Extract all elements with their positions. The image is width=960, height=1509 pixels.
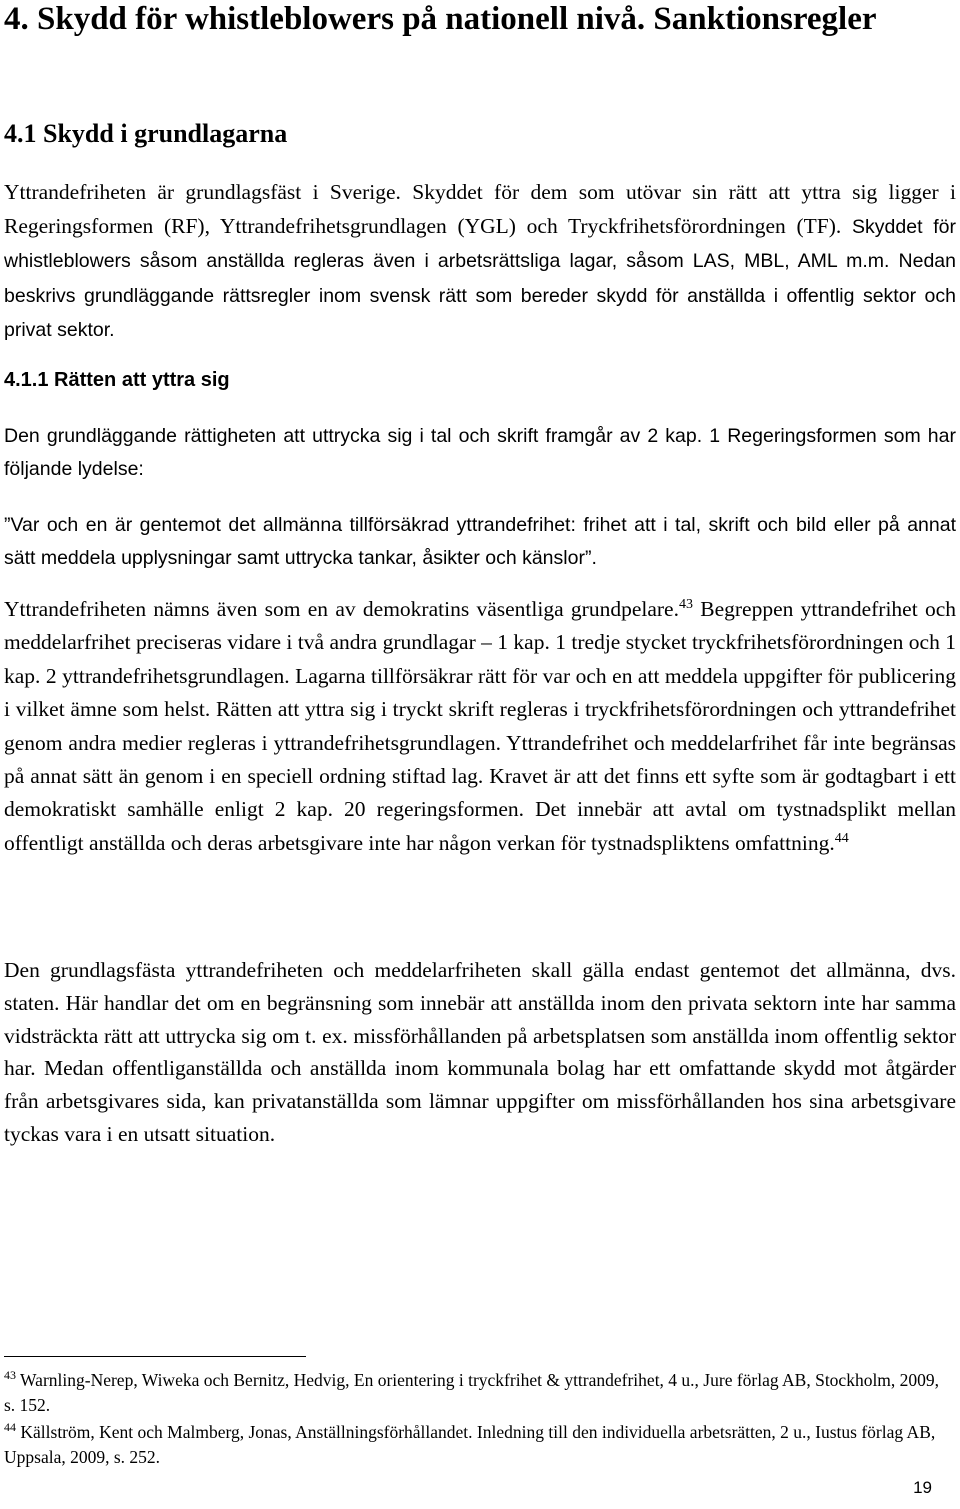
footnote-number-43: 43 [4, 1368, 16, 1382]
paragraph-freedom-part-a: Yttrandefriheten nämns även som en av demokratins väsentliga grundpelare. [4, 597, 679, 621]
paragraph-freedom-part-b: Begreppen yttrandefrihet och meddelarfrihet preciseras vidare i två andra grundlagar – 1 kap. 1 tredje stycket tryckfrihetsförordningen och 1 kap. 2 yttrandefrihetsgrundlagen. Lagarna tillförsäkrar rätt för var och en att meddela uppgifter för publicering i vilket ämne som helst. Rätten att yttra sig i tryckt skrift regleras i tryckfrihetsförordningen och yttrandefrihet genom andra medier regleras i yttrandefrihetsgrundlagen. Yttrandefrihet och meddelarfrihet får inte begränsas på annat sätt än genom i en speciell ordning stiftad lag. Kravet är att det finns ett syfte som är godtagbart i ett demokratiskt samhälle enligt 2 kap. 20 regeringsformen. Det innebär att avtal om tystnadsplikt mellan offentligt anställda och deras arbetsgivare inte har någon verkan för tystnadspliktens omfattning. [4, 597, 957, 855]
footnote-divider [4, 1356, 306, 1357]
footnote-text-43: Warnling-Nerep, Wiweka och Bernitz, Hedvig, En orientering i tryckfrihet & yttrandefrihet, 4 u., Jure förlag AB, Stockholm, 2009, s. 152. [4, 1370, 940, 1415]
footnote-text-44: Källström, Kent och Malmberg, Jonas, Anställningsförhållandet. Inledning till den individuella arbetsrätten, 2 u., Iustus förlag AB, Uppsala, 2009, s. 252. [4, 1422, 936, 1467]
footnote-ref-44[interactable]: 44 [834, 830, 849, 846]
paragraph-intro-part-a: Yttrandefriheten är grundlagsfäst i Sverige. Skyddet för dem som utövar sin rätt att yttra sig ligger i Regeringsformen (RF), Yttrandefrihetsgrundlagen (YGL) och Tryckfrihetsförordningen (TF). [4, 180, 956, 238]
paragraph-intro-part-b: Skyddet för whistleblowers såsom anställda regleras även i arbetsrättsliga lagar, såsom LAS, MBL, AML m.m. Nedan beskrivs grundläggande rättsregler inom svensk rätt som bereder skydd för anställda i offentlig sektor och privat sektor. [4, 215, 957, 341]
footnote-ref-43[interactable]: 43 [678, 597, 693, 612]
paragraph-right-to-speak-part-a: Den grundläggande rättigheten att uttrycka sig i tal och skrift framgår av 2 kap. 1 [4, 425, 728, 447]
chapter-heading: 4. Skydd för whistleblowers på nationell nivå. Sanktionsregler [4, 1, 877, 37]
footnote-number-44: 44 [4, 1420, 16, 1434]
quote-paragraph: ”Var och en är gentemot det allmänna tillförsäkrad yttrandefrihet: frihet att i tal, skrift och bild eller på annat sätt meddela upplysningar samt uttrycka tankar, åsikter och känslor”. [4, 514, 956, 569]
section-heading: 4.1 Skydd i grundlagarna [4, 119, 288, 148]
footnote-43 [4, 1368, 944, 1418]
paragraph-freedom-of-expression [4, 593, 956, 860]
page-number: 19 [913, 1478, 932, 1497]
paragraph-private-sector: Den grundlagsfästa yttrandefriheten och meddelarfriheten skall gälla endast gentemot det allmänna, dvs. staten. Här handlar det om en begränsning som innebär att anställda inom den privata sektorn inte har samma vidsträckta rätt att uttrycka sig om t. ex. missförhållanden på arbetsplatsen som anställda inom offentlig sektor har. Medan offentliganställda och anställda inom kommunala bolag har ett omfattande skydd mot åtgärder från arbetsgivares sida, kan privatanställda som lämnar uppgifter om missförhållanden hos sina arbetsgivare tyckas vara i en utsatt situation. [4, 958, 956, 1146]
subsection-heading: 4.1.1 Rätten att yttra sig [4, 369, 230, 391]
paragraph-right-to-speak-part-b: Regeringsformen som har följande lydelse: [4, 425, 956, 480]
footnote-44 [4, 1420, 944, 1470]
paragraph-right-to-speak [4, 420, 956, 486]
paragraph-intro [4, 176, 956, 348]
